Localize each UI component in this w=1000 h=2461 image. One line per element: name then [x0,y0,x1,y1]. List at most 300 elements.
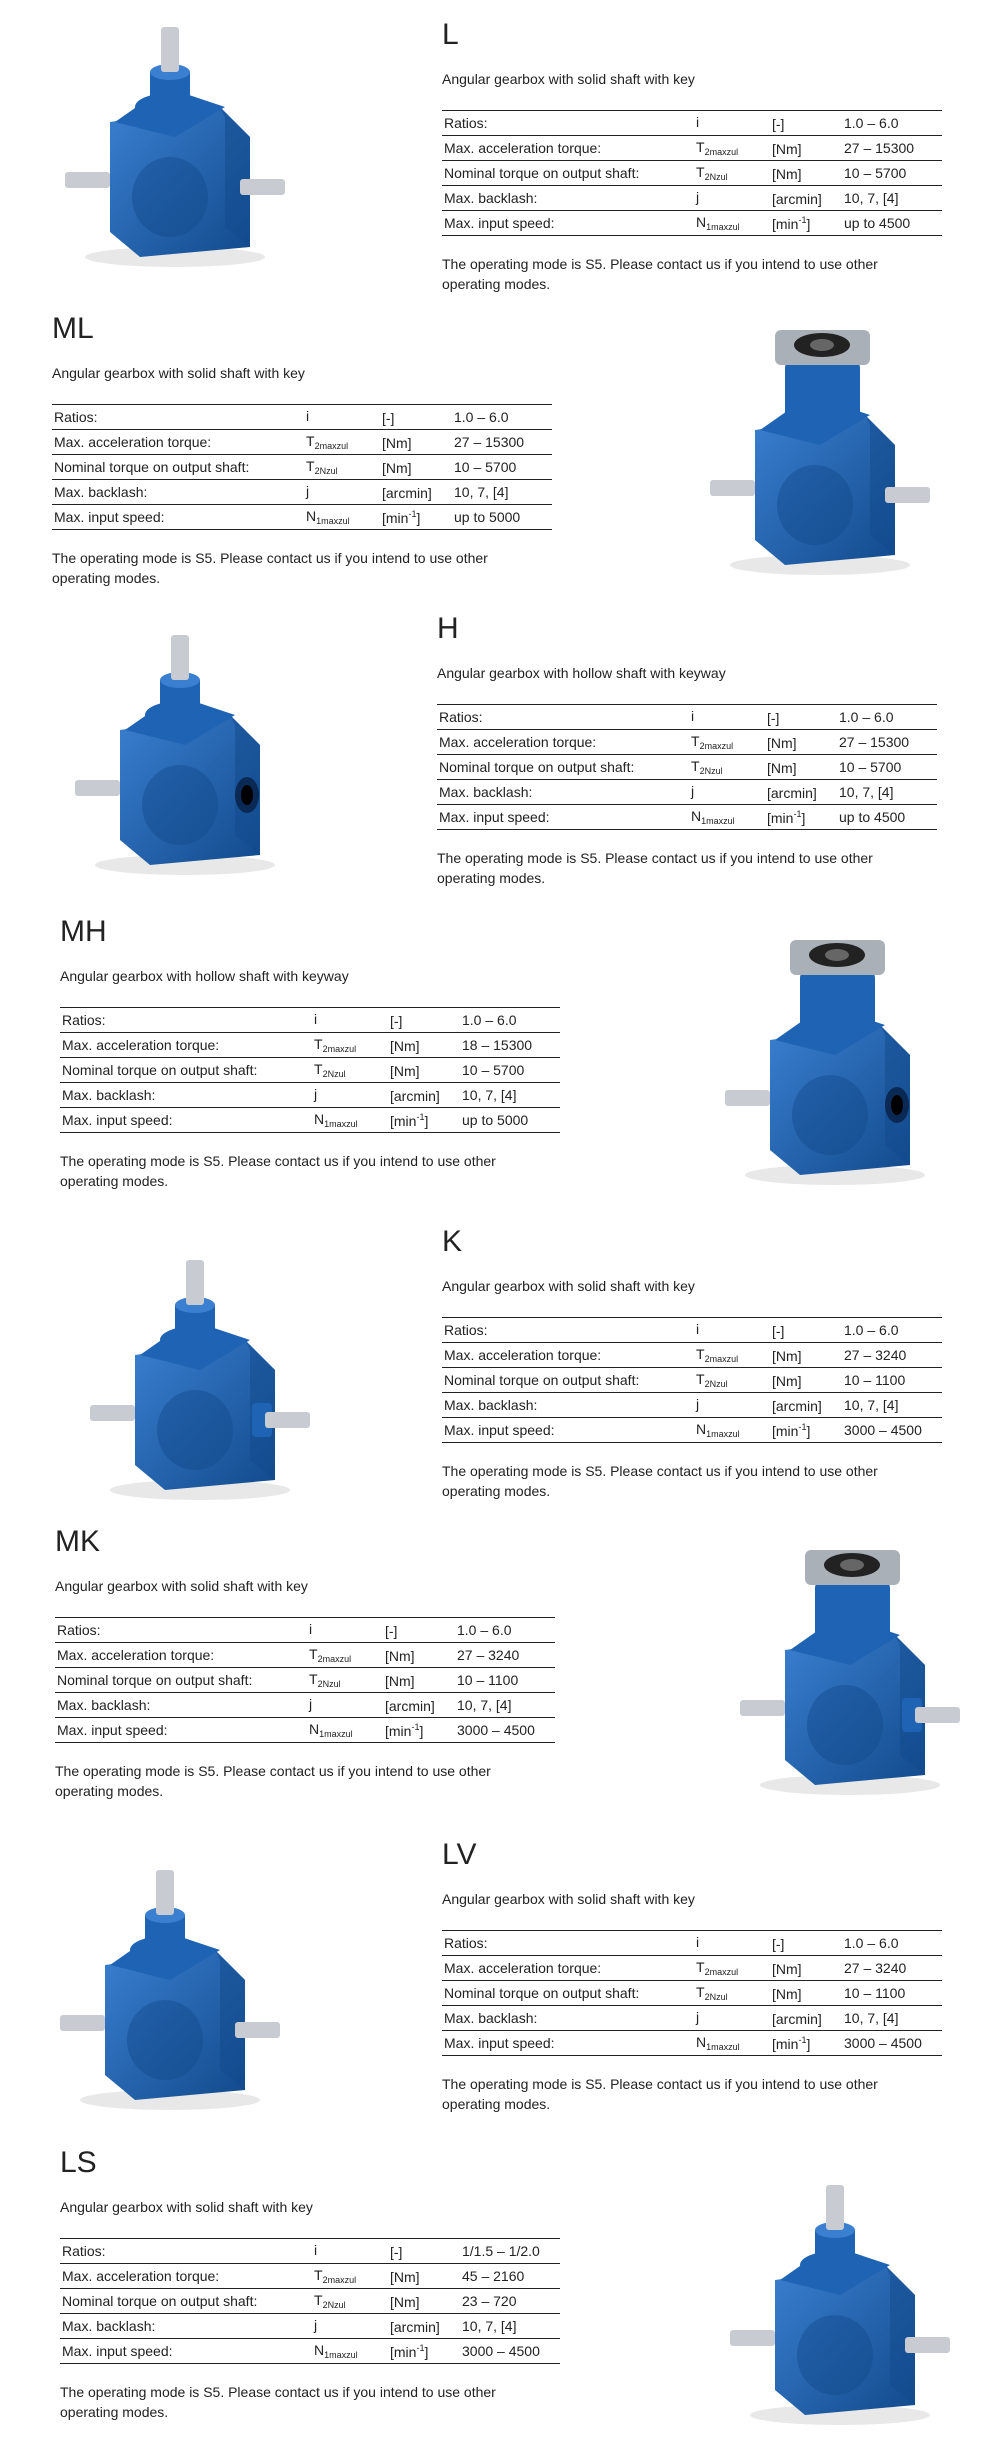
spec-symbol [689,730,765,755]
spec-value: 27 – 15300 [839,734,910,750]
spec-symbol [694,2006,770,2031]
spec-symbol-main: T [309,1646,318,1662]
specs-row [60,1033,560,1058]
spec-label: Max. input speed: [439,809,550,825]
spec-unit-text: [arcmin] [382,484,432,501]
spec-symbol [312,2339,388,2364]
spec-label: Max. input speed: [54,509,165,525]
spec-label: Max. backlash: [444,2010,538,2026]
spec-symbol-main: i [696,1934,700,1950]
specs-row [55,1618,555,1643]
operating-mode-note: The operating mode is S5. Please contact us if you intend to use other operating modes. [442,256,878,292]
spec-unit [770,1343,842,1368]
spec-label: Max. acceleration torque: [444,1347,602,1363]
spec-value: 10 – 1100 [844,1985,906,2001]
spec-symbol [689,805,765,830]
spec-symbol [689,755,765,780]
spec-symbol-main: i [309,1621,313,1637]
spec-symbol-main: T [306,458,315,474]
product-subtitle: Angular gearbox with hollow shaft with keyway [60,968,349,984]
operating-mode-note: The operating mode is S5. Please contact us if you intend to use other operating modes. [60,1153,496,1189]
spec-unit-text: [Nm] [772,1372,802,1389]
product-subtitle: Angular gearbox with solid shaft with key [442,1891,695,1907]
spec-unit [770,186,842,211]
spec-symbol-sub: 2maxzul [699,741,734,751]
specs-row [55,1693,555,1718]
spec-unit-text: [min [390,2343,417,2360]
spec-unit [383,1693,455,1718]
spec-value: 10 – 1100 [844,1372,906,1388]
specs-row [52,505,552,530]
spec-value: 3000 – 4500 [457,1722,535,1738]
spec-unit [380,405,452,430]
spec-value: 27 – 3240 [844,1347,907,1363]
spec-unit [770,2006,842,2031]
spec-symbol [312,2264,388,2289]
specs-row [442,1931,942,1956]
specs-row [442,2006,942,2031]
spec-symbol-main: j [691,783,695,799]
spec-unit-end: ] [806,1422,811,1439]
spec-unit-end: ] [806,2035,811,2052]
spec-unit-sup: -1 [411,1721,420,1732]
spec-unit [765,805,837,830]
spec-unit [770,1368,842,1393]
spec-symbol-sub: 1maxzul [706,2042,740,2052]
spec-value: 3000 – 4500 [844,1422,922,1438]
spec-label: Nominal torque on output shaft: [62,2293,258,2309]
spec-unit-text: [Nm] [382,459,412,476]
spec-value: 1.0 – 6.0 [844,1322,899,1338]
product-subtitle: Angular gearbox with solid shaft with key [442,71,695,87]
spec-unit-text: [Nm] [772,1985,802,2002]
spec-symbol [307,1643,383,1668]
spec-symbol [304,505,380,530]
gearbox-image-l [55,12,295,272]
gearbox-image-k [80,1245,320,1505]
product-name: MH [60,915,107,948]
spec-symbol-main: T [314,1061,323,1077]
specs-row [442,136,942,161]
spec-unit [380,505,452,530]
spec-value: 1.0 – 6.0 [454,409,509,425]
spec-unit [383,1718,455,1743]
spec-value: 23 – 720 [462,2293,517,2309]
spec-symbol [312,1033,388,1058]
specs-row [437,755,937,780]
spec-value: 45 – 2160 [462,2268,525,2284]
product-info [52,312,552,588]
specs-table [442,110,942,236]
specs-row [52,405,552,430]
spec-symbol [694,2031,770,2056]
spec-symbol-sub: 1maxzul [324,1119,358,1129]
specs-row [442,186,942,211]
spec-unit-text: [Nm] [390,2293,420,2310]
specs-row [442,1343,942,1368]
spec-label: Max. backlash: [57,1697,151,1713]
spec-value: 27 – 3240 [844,1960,907,1976]
specs-row [60,1008,560,1033]
spec-unit-text: [Nm] [385,1647,415,1664]
spec-value: 10, 7, [4] [462,1087,517,1103]
spec-symbol-sub: 2maxzul [322,2275,357,2285]
spec-symbol [307,1693,383,1718]
product-info [442,1838,942,2114]
spec-symbol [689,780,765,805]
spec-symbol [694,186,770,211]
spec-unit-text: [arcmin] [772,2010,822,2027]
spec-label: Max. backlash: [439,784,533,800]
spec-value: 3000 – 4500 [844,2035,922,2051]
product-name: H [437,612,459,645]
gearbox-image-mh [715,930,955,1190]
specs-row [437,805,937,830]
spec-unit [383,1668,455,1693]
spec-unit [388,1008,460,1033]
spec-unit [770,1393,842,1418]
specs-row [60,2239,560,2264]
product-subtitle: Angular gearbox with solid shaft with key [442,1278,695,1294]
spec-symbol-main: T [314,1036,323,1052]
spec-unit [383,1618,455,1643]
spec-label: Max. backlash: [444,190,538,206]
spec-unit-text: [Nm] [772,1960,802,1977]
spec-symbol [694,211,770,236]
spec-unit-text: [-] [382,409,395,426]
spec-label: Ratios: [439,709,483,725]
spec-label: Max. input speed: [62,2343,173,2359]
specs-row [60,1058,560,1083]
spec-unit [770,1956,842,1981]
spec-symbol-main: T [696,1346,705,1362]
spec-label: Max. input speed: [444,215,555,231]
spec-value: 10, 7, [4] [462,2318,517,2334]
spec-symbol-main: T [696,1371,705,1387]
spec-unit [770,111,842,136]
spec-symbol-sub: 2Nzul [314,466,338,476]
spec-label: Nominal torque on output shaft: [62,1062,258,1078]
product-subtitle: Angular gearbox with hollow shaft with keyway [437,665,726,681]
spec-symbol-main: T [309,1671,318,1687]
spec-symbol-sub: 2maxzul [704,1354,739,1364]
spec-label: Nominal torque on output shaft: [444,1985,640,2001]
spec-symbol-main: j [309,1696,313,1712]
spec-symbol [304,405,380,430]
spec-unit-text: [Nm] [390,2268,420,2285]
spec-label: Max. acceleration torque: [439,734,597,750]
spec-unit-text: [arcmin] [767,784,817,801]
specs-row [442,111,942,136]
spec-symbol-sub: 2maxzul [314,441,349,451]
spec-unit-text: [-] [390,1012,403,1029]
spec-value: 1.0 – 6.0 [839,709,894,725]
spec-symbol-main: N [696,214,707,230]
spec-label: Ratios: [444,1935,488,1951]
spec-symbol [694,1418,770,1443]
spec-unit-text: [arcmin] [390,2318,440,2335]
specs-table [437,704,937,830]
spec-unit-text: [arcmin] [385,1697,435,1714]
spec-unit-sup: -1 [798,214,807,225]
spec-value: 27 – 15300 [844,140,915,156]
gearbox-image-mk [730,1540,970,1800]
spec-unit [770,1418,842,1443]
product-subtitle: Angular gearbox with solid shaft with key [55,1578,308,1594]
spec-unit [770,136,842,161]
spec-unit-text: [Nm] [772,1347,802,1364]
product-subtitle: Angular gearbox with solid shaft with key [60,2199,313,2215]
spec-unit [388,1058,460,1083]
spec-symbol-main: i [691,708,695,724]
spec-symbol-main: i [314,1011,318,1027]
spec-label: Ratios: [444,115,488,131]
spec-symbol [694,1393,770,1418]
specs-row [442,211,942,236]
spec-label: Ratios: [54,409,98,425]
spec-unit-sup: -1 [793,808,802,819]
spec-unit [765,780,837,805]
spec-label: Ratios: [62,1012,106,1028]
spec-label: Max. acceleration torque: [444,140,602,156]
spec-label: Nominal torque on output shaft: [439,759,635,775]
spec-unit [770,1931,842,1956]
spec-symbol-main: N [691,808,702,824]
spec-value: 10 – 5700 [844,165,907,181]
product-name: LS [60,2146,97,2179]
spec-label: Nominal torque on output shaft: [444,1372,640,1388]
spec-symbol-main: j [314,2317,318,2333]
spec-label: Nominal torque on output shaft: [444,165,640,181]
spec-unit-text: [Nm] [390,1062,420,1079]
specs-row [60,2264,560,2289]
spec-unit-text: [arcmin] [390,1087,440,1104]
spec-symbol-sub: 2Nzul [704,1379,728,1389]
product-info [60,915,560,1191]
spec-symbol-main: T [696,1959,705,1975]
spec-label: Max. acceleration torque: [444,1960,602,1976]
spec-symbol [312,1108,388,1133]
spec-unit [765,755,837,780]
specs-table [60,2238,560,2364]
spec-symbol-sub: 1maxzul [316,516,350,526]
spec-label: Max. acceleration torque: [54,434,212,450]
specs-row [60,2289,560,2314]
spec-unit [770,2031,842,2056]
spec-value: 10, 7, [4] [844,190,899,206]
gearbox-image-lv [50,1855,290,2115]
specs-row [442,1418,942,1443]
spec-symbol [312,1008,388,1033]
operating-mode-note: The operating mode is S5. Please contact us if you intend to use other operating modes. [437,850,873,886]
spec-unit-text: [-] [772,1322,785,1339]
spec-unit-text: [-] [390,2243,403,2260]
operating-mode-note: The operating mode is S5. Please contact us if you intend to use other operating modes. [55,1763,491,1799]
spec-unit [770,1981,842,2006]
product-info [55,1525,555,1801]
specs-row [60,1083,560,1108]
spec-symbol-sub: 2maxzul [704,1967,739,1977]
spec-unit-sup: -1 [798,2034,807,2045]
specs-row [442,1981,942,2006]
spec-symbol-main: T [314,2292,323,2308]
specs-row [55,1668,555,1693]
specs-table [442,1317,942,1443]
spec-unit-sup: -1 [416,2342,425,2353]
product-subtitle: Angular gearbox with solid shaft with key [52,365,305,381]
spec-label: Max. acceleration torque: [57,1647,215,1663]
spec-unit [380,430,452,455]
spec-unit-sup: -1 [798,1421,807,1432]
specs-row [60,2339,560,2364]
spec-label: Ratios: [57,1622,101,1638]
spec-unit-text: [Nm] [382,434,412,451]
spec-symbol [689,705,765,730]
spec-unit-text: [arcmin] [772,1397,822,1414]
spec-symbol-main: i [696,1321,700,1337]
specs-table [60,1007,560,1133]
specs-table [55,1617,555,1743]
spec-unit [388,1033,460,1058]
operating-mode-note: The operating mode is S5. Please contact us if you intend to use other operating modes. [52,550,488,586]
spec-unit [383,1643,455,1668]
spec-symbol [312,2289,388,2314]
spec-unit-end: ] [419,1722,424,1739]
spec-symbol-sub: 1maxzul [324,2350,358,2360]
specs-row [55,1718,555,1743]
spec-symbol-sub: 2Nzul [704,172,728,182]
spec-label: Max. acceleration torque: [62,2268,220,2284]
spec-value: 1.0 – 6.0 [457,1622,512,1638]
product-name: MK [55,1525,100,1558]
spec-unit-end: ] [424,2343,429,2360]
spec-label: Max. backlash: [444,1397,538,1413]
specs-row [60,2314,560,2339]
spec-unit-text: [min [772,1422,799,1439]
spec-value: 10, 7, [4] [454,484,509,500]
spec-symbol-sub: 2Nzul [317,1679,341,1689]
spec-unit-text: [Nm] [385,1672,415,1689]
spec-symbol-main: N [306,508,317,524]
specs-row [437,705,937,730]
spec-label: Max. input speed: [444,1422,555,1438]
spec-unit-text: [arcmin] [772,190,822,207]
product-name: K [442,1225,463,1258]
gearbox-image-ml [700,320,940,580]
spec-symbol-sub: 1maxzul [706,222,740,232]
spec-symbol-main: N [696,1421,707,1437]
spec-symbol [694,161,770,186]
spec-label: Nominal torque on output shaft: [54,459,250,475]
specs-row [442,2031,942,2056]
spec-symbol-sub: 2maxzul [317,1654,352,1664]
spec-unit-text: [min [390,1112,417,1129]
spec-symbol [694,1318,770,1343]
specs-row [442,161,942,186]
spec-value: 10 – 1100 [457,1672,519,1688]
spec-unit [388,2339,460,2364]
gearbox-image-h [65,620,305,880]
spec-symbol [694,1343,770,1368]
spec-symbol-sub: 1maxzul [319,1729,353,1739]
spec-value: 10, 7, [4] [844,2010,899,2026]
spec-symbol [694,1981,770,2006]
spec-label: Max. input speed: [57,1722,168,1738]
spec-value: up to 5000 [462,1112,529,1128]
spec-unit-text: [min [772,215,799,232]
spec-symbol-sub: 2Nzul [704,1992,728,2002]
spec-unit [770,1318,842,1343]
spec-unit-text: [-] [767,709,780,726]
spec-value: 10 – 5700 [454,459,517,475]
spec-symbol [304,480,380,505]
spec-symbol-main: T [696,164,705,180]
specs-row [442,1393,942,1418]
operating-mode-note: The operating mode is S5. Please contact us if you intend to use other operating modes. [442,1463,878,1499]
spec-value: 18 – 15300 [462,1037,533,1053]
spec-unit-text: [min [382,509,409,526]
specs-table [52,404,552,530]
spec-symbol [312,1083,388,1108]
spec-symbol [304,430,380,455]
product-info [437,612,937,888]
spec-unit-end: ] [424,1112,429,1129]
specs-row [55,1643,555,1668]
spec-unit-sup: -1 [416,1111,425,1122]
spec-value: 10 – 5700 [839,759,902,775]
spec-unit [388,2314,460,2339]
spec-unit [388,2264,460,2289]
product-info [442,18,942,294]
spec-unit [765,705,837,730]
spec-symbol-main: N [314,2342,325,2358]
spec-value: 3000 – 4500 [462,2343,540,2359]
spec-symbol [307,1668,383,1693]
spec-unit-text: [-] [772,1935,785,1952]
spec-symbol [312,2239,388,2264]
spec-value: 10 – 5700 [462,1062,525,1078]
spec-value: 1/1.5 – 1/2.0 [462,2243,540,2259]
spec-symbol-sub: 2Nzul [322,2300,346,2310]
spec-symbol-main: T [691,758,700,774]
specs-row [52,480,552,505]
spec-label: Max. input speed: [444,2035,555,2051]
spec-unit-end: ] [801,809,806,826]
specs-row [52,455,552,480]
gearbox-image-ls [720,2170,960,2430]
spec-unit-text: [Nm] [772,140,802,157]
specs-row [442,1368,942,1393]
spec-label: Max. backlash: [62,2318,156,2334]
spec-value: 10, 7, [4] [844,1397,899,1413]
spec-unit [770,161,842,186]
spec-symbol [694,1956,770,1981]
spec-label: Nominal torque on output shaft: [57,1672,253,1688]
spec-value: 27 – 15300 [454,434,525,450]
spec-label: Max. backlash: [54,484,148,500]
spec-symbol-sub: 1maxzul [706,1429,740,1439]
spec-unit-end: ] [806,215,811,232]
spec-symbol [307,1718,383,1743]
spec-symbol-main: N [696,2034,707,2050]
specs-row [437,780,937,805]
spec-symbol [694,1931,770,1956]
spec-symbol [694,136,770,161]
spec-label: Max. input speed: [62,1112,173,1128]
spec-value: 10, 7, [4] [839,784,894,800]
product-name: ML [52,312,94,345]
spec-symbol-sub: 2maxzul [704,147,739,157]
